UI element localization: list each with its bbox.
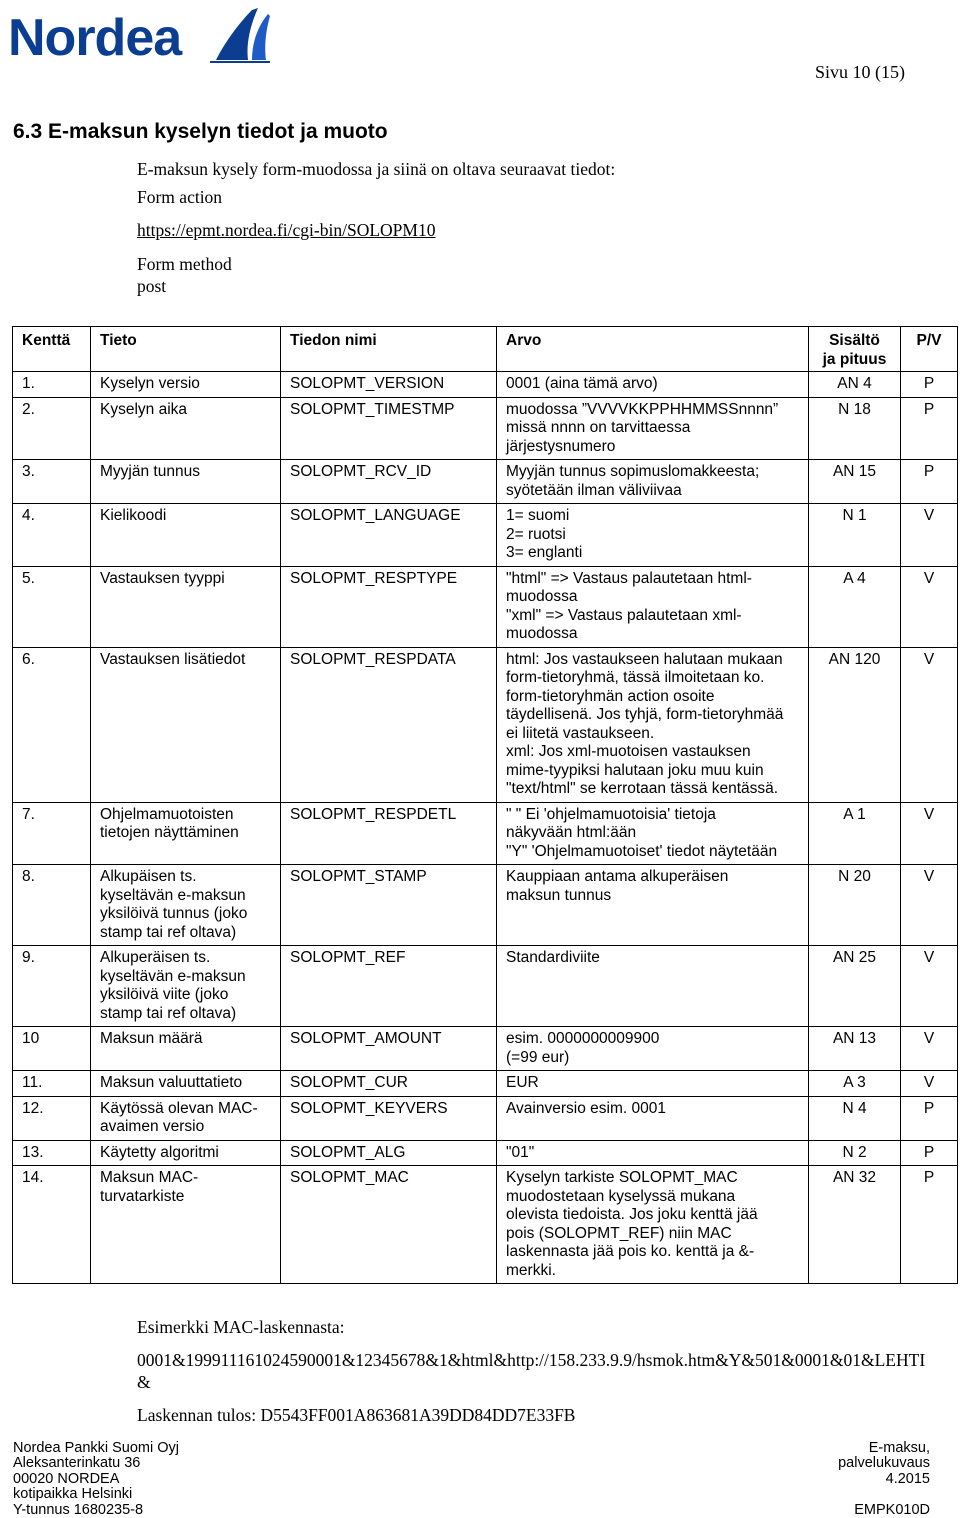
cell-sisalto: N 2 [809,1140,901,1166]
cell-arvo: Kyselyn tarkiste SOLOPMT_MAC muodostetaan kyselyssä mukana olevista tiedoista. Jos joku kenttä jää pois (SOLOPMT_REF) niin MAC laskennasta jää pois ko. kenttä ja &- merkki. [497,1166,809,1284]
cell-kentta: 9. [13,946,91,1027]
cell-arvo: Kauppiaan antama alkuperäisen maksun tunnus [497,865,809,946]
cell-sisalto: AN 120 [809,647,901,802]
cell-kentta: 4. [13,504,91,567]
cell-tiedon-nimi: SOLOPMT_CUR [281,1071,497,1097]
cell-pv: P [901,397,958,460]
cell-sisalto: A 3 [809,1071,901,1097]
column-header-tieto: Tieto [91,327,281,372]
cell-tiedon-nimi: SOLOPMT_AMOUNT [281,1027,497,1071]
cell-arvo: Myyjän tunnus sopimuslomakkeesta; syötetään ilman väliviivaa [497,460,809,504]
table-row [13,1140,958,1166]
table-body [13,372,958,1284]
cell-pv: V [901,1027,958,1071]
table-row [13,647,958,802]
form-method-value: post [137,276,167,296]
footer-line: E-maksu, [868,1440,930,1456]
column-header-tiedon-nimi: Tiedon nimi [281,327,497,372]
logo-wordmark: Nordea [8,9,182,67]
sail-icon [206,6,272,64]
cell-tieto: Maksun määrä [91,1027,281,1071]
table-row [13,802,958,865]
mac-example-string: 0001&199911161024590001&12345678&1&html&http://158.233.9.9/hsmok.htm&Y&501&0001&01&LEHTI& [137,1350,926,1392]
table-row [13,372,958,398]
column-header-pv: P/V [901,327,958,372]
cell-kentta: 7. [13,802,91,865]
intro-text: E-maksun kysely form-muodossa ja siinä on oltava seuraavat tiedot: [137,159,616,179]
cell-tiedon-nimi: SOLOPMT_RESPTYPE [281,566,497,647]
table-row [13,946,958,1027]
cell-sisalto: AN 25 [809,946,901,1027]
footer-line: EMPK010D [854,1501,930,1518]
section-title: 6.3 E-maksun kyselyn tiedot ja muoto [13,120,388,143]
cell-arvo: "01" [497,1140,809,1166]
cell-tiedon-nimi: SOLOPMT_REF [281,946,497,1027]
cell-pv: V [901,946,958,1027]
cell-tieto: Alkuperäisen ts. kyseltävän e-maksun yksilöivä viite (joko stamp tai ref oltava) [91,946,281,1027]
footer-line: 00020 NORDEA [13,1470,120,1487]
cell-tiedon-nimi: SOLOPMT_RESPDATA [281,647,497,802]
cell-kentta: 11. [13,1071,91,1097]
cell-sisalto: N 20 [809,865,901,946]
fields-table [12,326,958,1284]
form-action-label: Form action [137,187,223,207]
table-row [13,1166,958,1284]
footer-line: Y-tunnus 1680235-8 [13,1501,144,1518]
cell-pv: V [901,865,958,946]
table-row [13,566,958,647]
footer-line: kotipaikka Helsinki [13,1486,133,1503]
cell-tieto: Kielikoodi [91,504,281,567]
cell-arvo: Standardiviite [497,946,809,1027]
cell-kentta: 12. [13,1096,91,1140]
cell-arvo: " " Ei 'ohjelmamuotoisia' tietoja näkyvään html:ään "Y" 'Ohjelmamuotoiset' tiedot näytetään [497,802,809,865]
cell-tieto: Myyjän tunnus [91,460,281,504]
cell-pv: V [901,566,958,647]
cell-arvo: esim. 0000000009900 (=99 eur) [497,1027,809,1071]
cell-tieto: Alkupäisen ts. kyseltävän e-maksun yksilöivä tunnus (joko stamp tai ref oltava) [91,865,281,946]
cell-arvo: 0001 (aina tämä arvo) [497,372,809,398]
cell-kentta: 8. [13,865,91,946]
cell-tiedon-nimi: SOLOPMT_MAC [281,1166,497,1284]
cell-pv: V [901,1071,958,1097]
footer-line [838,1487,930,1502]
mac-example-title: Esimerkki MAC-laskennasta: [137,1317,345,1337]
column-header-sisalto: Sisältö ja pituus [809,327,901,372]
cell-kentta: 10 [13,1027,91,1071]
cell-sisalto: N 1 [809,504,901,567]
table-row [13,865,958,946]
cell-arvo: "html" => Vastaus palautetaan html- muodossa "xml" => Vastaus palautetaan xml- muodossa [497,566,809,647]
cell-kentta: 2. [13,397,91,460]
form-method-label: Form method [137,254,232,274]
cell-pv: V [901,802,958,865]
cell-pv: P [901,460,958,504]
cell-tiedon-nimi: SOLOPMT_VERSION [281,372,497,398]
cell-tiedon-nimi: SOLOPMT_RESPDETL [281,802,497,865]
cell-tiedon-nimi: SOLOPMT_TIMESTMP [281,397,497,460]
cell-pv: P [901,372,958,398]
cell-tieto: Maksun MAC- turvatarkiste [91,1166,281,1284]
cell-kentta: 6. [13,647,91,802]
cell-sisalto: A 1 [809,802,901,865]
table-row [13,1027,958,1071]
cell-tieto: Käytössä olevan MAC- avaimen versio [91,1096,281,1140]
mac-result: Laskennan tulos: D5543FF001A863681A39DD84DD7E33FB [137,1405,576,1425]
form-action-url-link[interactable]: https://epmt.nordea.fi/cgi-bin/SOLOPM10 [137,220,436,240]
cell-kentta: 3. [13,460,91,504]
cell-kentta: 5. [13,566,91,647]
page-number: Sivu 10 (15) [815,62,905,82]
cell-tiedon-nimi: SOLOPMT_KEYVERS [281,1096,497,1140]
cell-sisalto: AN 15 [809,460,901,504]
cell-tieto: Vastauksen tyyppi [91,566,281,647]
footer-line: 4.2015 [885,1470,930,1487]
footer-line: Nordea Pankki Suomi Oyj [13,1440,180,1456]
cell-kentta: 14. [13,1166,91,1284]
table-row [13,1071,958,1097]
cell-sisalto: AN 13 [809,1027,901,1071]
cell-tiedon-nimi: SOLOPMT_STAMP [281,865,497,946]
cell-tieto: Käytetty algoritmi [91,1140,281,1166]
cell-sisalto: A 4 [809,566,901,647]
cell-pv: P [901,1096,958,1140]
cell-arvo: EUR [497,1071,809,1097]
cell-sisalto: AN 4 [809,372,901,398]
cell-pv: P [901,1140,958,1166]
cell-arvo: 1= suomi 2= ruotsi 3= englanti [497,504,809,567]
cell-tieto: Vastauksen lisätiedot [91,647,281,802]
cell-arvo: Avainversio esim. 0001 [497,1096,809,1140]
cell-pv: P [901,1166,958,1284]
footer-line: Aleksanterinkatu 36 [13,1455,141,1472]
footer-line: palvelukuvaus [838,1455,930,1472]
column-header-arvo: Arvo [497,327,809,372]
cell-tieto: Kyselyn versio [91,372,281,398]
cell-sisalto: N 4 [809,1096,901,1140]
footer-document-info [838,1441,930,1518]
cell-tieto: Ohjelmamuotoisten tietojen näyttäminen [91,802,281,865]
table-row [13,1096,958,1140]
cell-arvo: html: Jos vastaukseen halutaan mukaan form-tietoryhmä, tässä ilmoitetaan ko. form-tietoryhmän action osoite täydellisenä. Jos tyhjä, form-tietoryhmää ei liitetä vastaukseen. xml: Jos xml-muotoisen vastauksen mime-tyypiksi halutaan joku muu kuin "text/html" se kerrotaan tässä kentässä. [497,647,809,802]
nordea-logo [8,6,268,66]
table-row [13,397,958,460]
cell-sisalto: AN 32 [809,1166,901,1284]
cell-tiedon-nimi: SOLOPMT_RCV_ID [281,460,497,504]
cell-tiedon-nimi: SOLOPMT_LANGUAGE [281,504,497,567]
cell-arvo: muodossa ”VVVVKKPPHHMMSSnnnn” missä nnnn on tarvittaessa järjestysnumero [497,397,809,460]
cell-tieto: Kyselyn aika [91,397,281,460]
cell-kentta: 1. [13,372,91,398]
cell-kentta: 13. [13,1140,91,1166]
cell-tieto: Maksun valuuttatieto [91,1071,281,1097]
cell-pv: V [901,647,958,802]
cell-sisalto: N 18 [809,397,901,460]
table-row [13,460,958,504]
table-header-row [13,327,958,372]
column-header-kentta: Kenttä [13,327,91,372]
table-row [13,504,958,567]
footer-company-info [13,1441,179,1518]
cell-pv: V [901,504,958,567]
cell-tiedon-nimi: SOLOPMT_ALG [281,1140,497,1166]
